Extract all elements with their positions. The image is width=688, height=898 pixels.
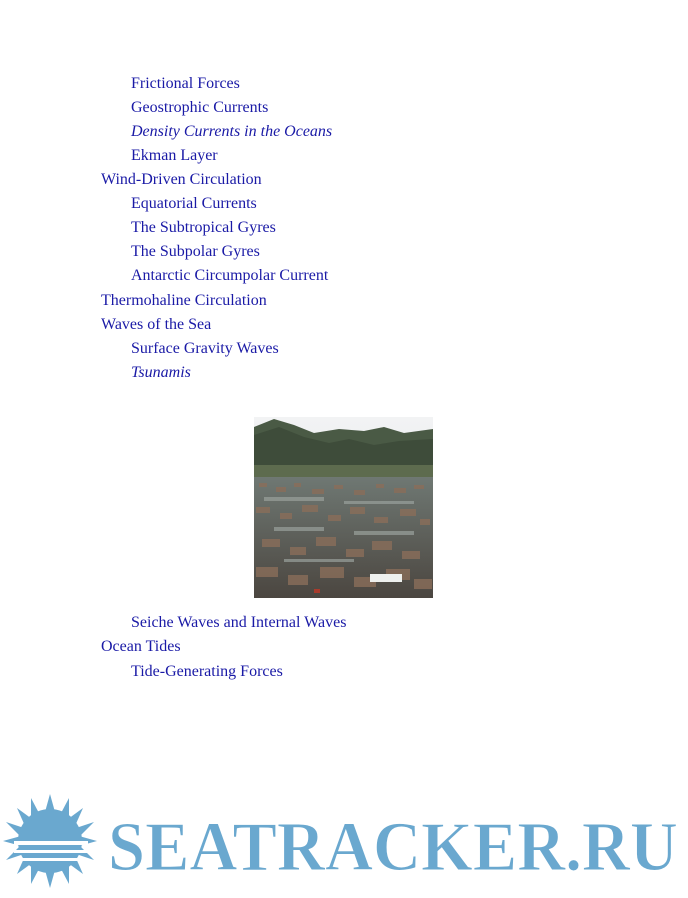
seatracker-banner (0, 790, 688, 893)
toc-link-equatorial-currents[interactable]: Equatorial Currents (131, 195, 257, 212)
toc-link-geostrophic-currents[interactable]: Geostrophic Currents (131, 99, 269, 116)
toc-link-subtropical-gyres[interactable]: The Subtropical Gyres (131, 219, 276, 236)
toc-link-antarctic-circumpolar-current[interactable]: Antarctic Circumpolar Current (131, 267, 329, 284)
toc-link-seiche-waves[interactable]: Seiche Waves and Internal Waves (131, 614, 347, 631)
toc-link-frictional-forces[interactable]: Frictional Forces (131, 75, 240, 92)
toc-link-tide-generating-forces[interactable]: Tide-Generating Forces (131, 663, 283, 680)
toc-link-tsunamis[interactable]: Tsunamis (131, 364, 191, 381)
toc-link-wind-driven-circulation[interactable]: Wind-Driven Circulation (101, 171, 262, 188)
toc-link-density-currents[interactable]: Density Currents in the Oceans (131, 123, 333, 140)
banner-text: SEATRACKER.RU (108, 809, 678, 886)
toc-link-ocean-tides[interactable]: Ocean Tides (101, 638, 181, 655)
sun-logo-icon (3, 794, 97, 888)
toc-link-waves-of-the-sea[interactable]: Waves of the Sea (101, 316, 212, 333)
toc-link-subpolar-gyres[interactable]: The Subpolar Gyres (131, 243, 260, 260)
toc-link-surface-gravity-waves[interactable]: Surface Gravity Waves (131, 340, 279, 357)
toc-link-ekman-layer[interactable]: Ekman Layer (131, 147, 218, 164)
tsunami-aftermath-photo (254, 417, 433, 598)
toc-link-thermohaline-circulation[interactable]: Thermohaline Circulation (101, 292, 267, 309)
